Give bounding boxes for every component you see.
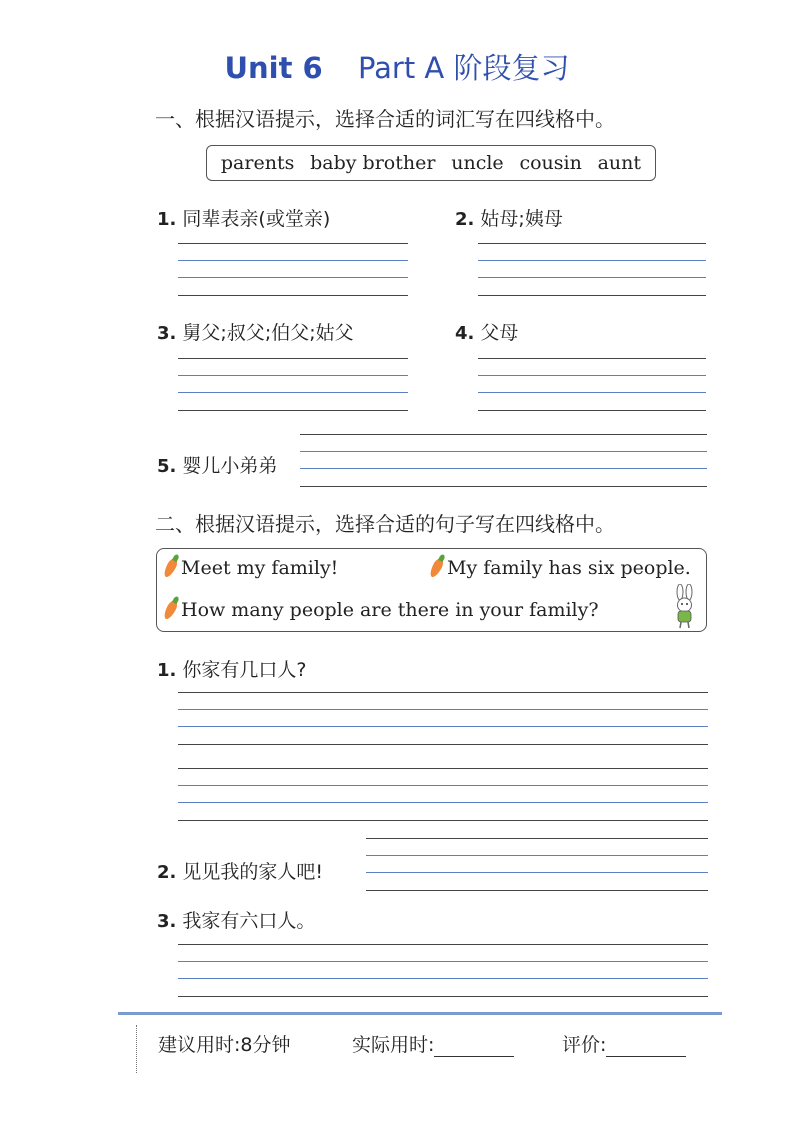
footer-divider (118, 1012, 722, 1015)
writing-lines-s2-2[interactable] (366, 838, 708, 894)
writing-lines-s2-1b[interactable] (178, 768, 708, 824)
sentence-text: My family has six people. (447, 557, 691, 579)
sentence-text: Meet my family! (181, 557, 339, 579)
word-bank-item: aunt (597, 152, 642, 174)
part-label: Part A (357, 51, 445, 85)
writing-lines-4[interactable] (478, 358, 706, 414)
item-number: 4. (455, 323, 475, 344)
item-prompt: 父母 (480, 322, 519, 344)
item-prompt: 同辈表亲(或堂亲) (182, 208, 331, 230)
actual-time (352, 1030, 514, 1057)
item-number: 2. (157, 862, 177, 883)
sentence-item-3 (157, 906, 315, 933)
vocab-item-1 (157, 204, 330, 231)
writing-lines-2[interactable] (478, 243, 706, 299)
writing-lines-s2-1a[interactable] (178, 692, 708, 748)
word-bank (206, 145, 656, 181)
section2-heading: 二、根据汉语提示，选择合适的句子写在四线格中。 (155, 512, 615, 536)
item-prompt: 见见我的家人吧! (182, 861, 324, 883)
sentence-bank-item (166, 599, 599, 621)
sentence-item-2 (157, 857, 323, 884)
sentence-item-1 (157, 655, 307, 682)
item-prompt: 婴儿小弟弟 (182, 455, 278, 477)
word-bank-item: uncle (451, 152, 504, 174)
item-number: 5. (157, 456, 177, 477)
unit-label: Unit 6 (224, 51, 323, 85)
item-number: 1. (157, 209, 177, 230)
item-prompt: 姑母;姨母 (480, 208, 563, 230)
evaluation (562, 1030, 686, 1057)
item-prompt: 你家有几口人? (182, 659, 307, 681)
review-label: 阶段复习 (453, 51, 570, 85)
sentence-bank-item (432, 557, 691, 579)
suggested-time: 建议用时:8分钟 (158, 1034, 291, 1056)
item-prompt: 我家有六口人。 (182, 910, 316, 932)
writing-lines-s2-3[interactable] (178, 944, 708, 1000)
writing-lines-1[interactable] (178, 243, 408, 299)
writing-lines-3[interactable] (178, 358, 408, 414)
item-prompt: 舅父;叔父;伯父;姑父 (182, 322, 354, 344)
item-number: 1. (157, 660, 177, 681)
actual-time-label: 实际用时: (352, 1034, 435, 1056)
item-number: 3. (157, 323, 177, 344)
word-bank-item: parents (220, 152, 295, 174)
page-title (0, 46, 794, 87)
vocab-item-3 (157, 318, 354, 345)
item-number: 3. (157, 911, 177, 932)
rabbit-icon (668, 584, 702, 630)
vocab-item-2 (455, 204, 563, 231)
item-number: 2. (455, 209, 475, 230)
actual-time-blank[interactable] (434, 1056, 514, 1057)
writing-lines-5[interactable] (300, 434, 707, 490)
vocab-item-4 (455, 318, 518, 345)
vocab-item-5 (157, 451, 277, 478)
sentence-bank-item (166, 557, 338, 579)
evaluation-label: 评价: (562, 1034, 607, 1056)
section1-heading: 一、根据汉语提示，选择合适的词汇写在四线格中。 (155, 107, 615, 131)
binding-dots (136, 1025, 137, 1073)
sentence-text: How many people are there in your family? (181, 599, 599, 621)
evaluation-blank[interactable] (606, 1056, 686, 1057)
word-bank-item: cousin (519, 152, 582, 174)
word-bank-item: baby brother (310, 152, 436, 174)
